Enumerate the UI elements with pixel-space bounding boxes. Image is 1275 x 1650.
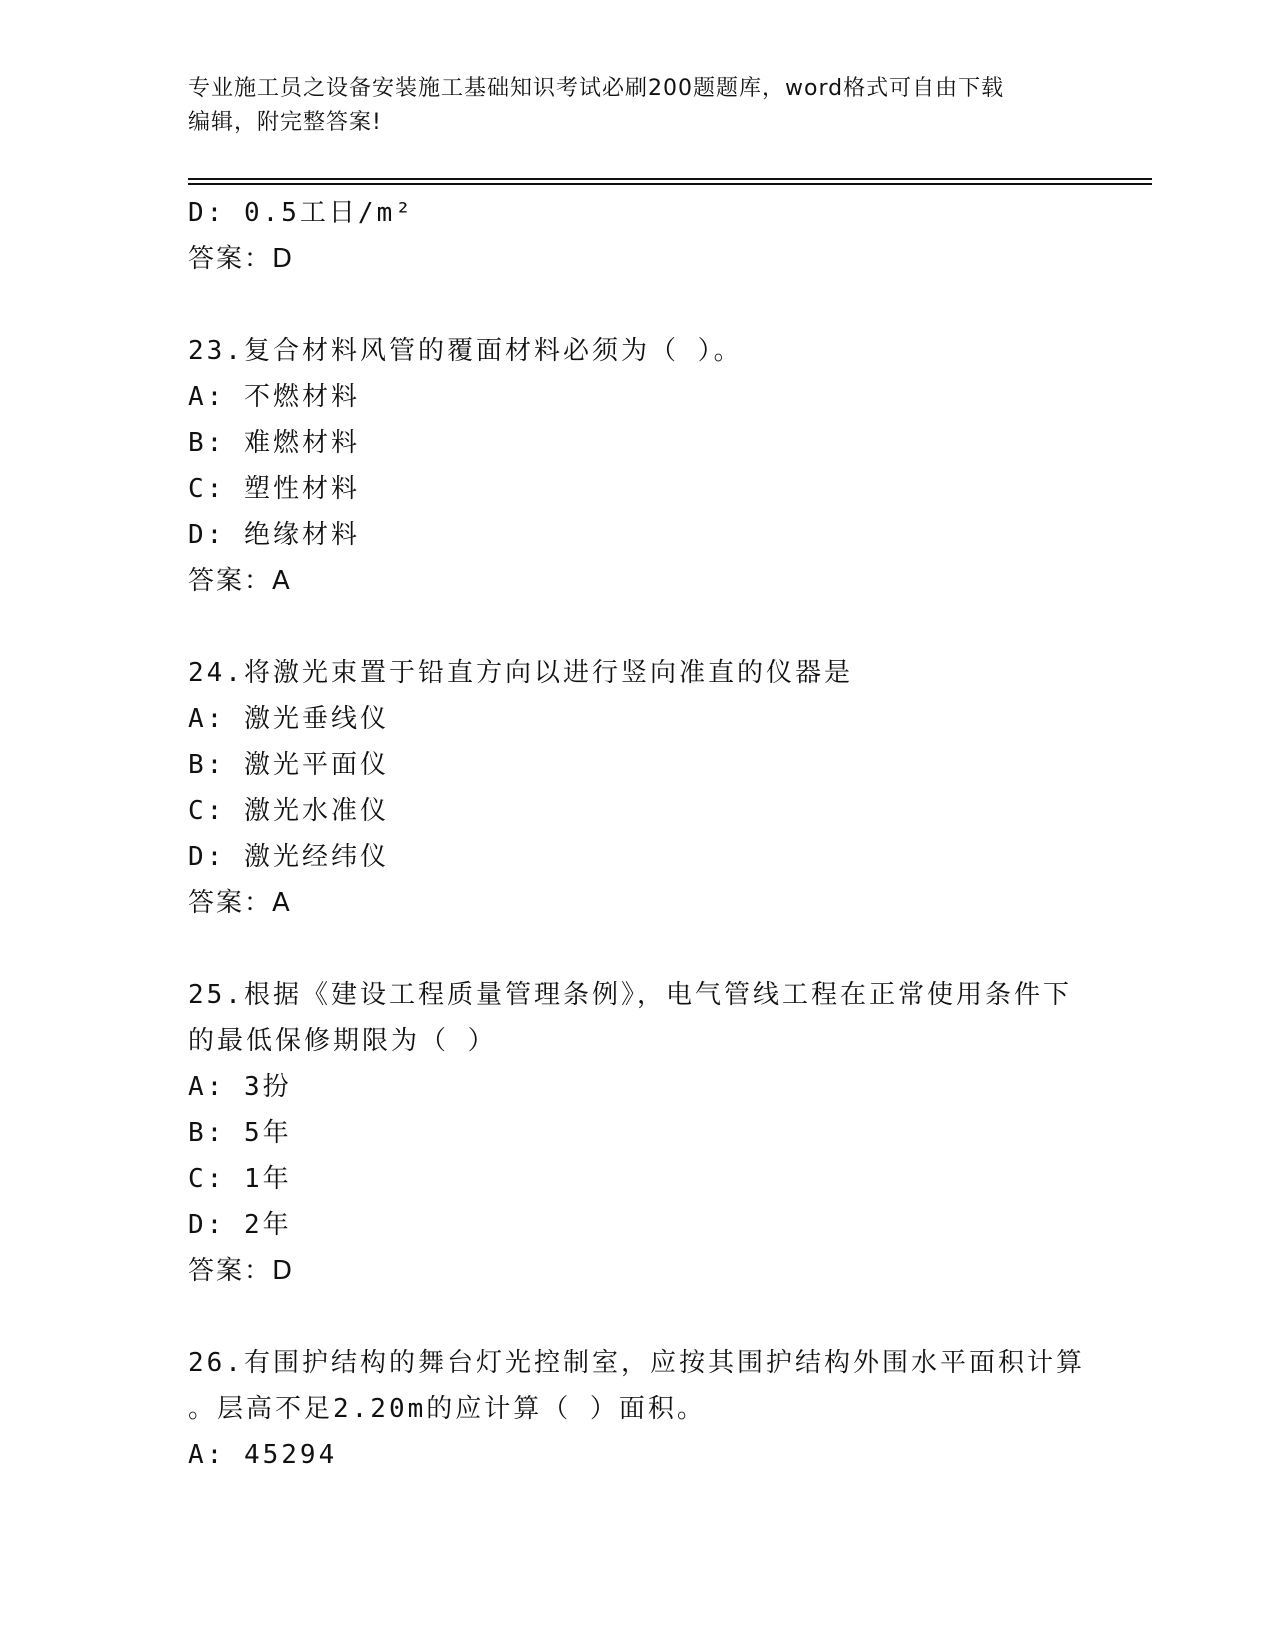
document-header [188, 72, 1068, 140]
option-a: A: 3扮 [188, 1072, 292, 1102]
question-25 [188, 972, 1088, 1294]
question-stem: 24.将激光束置于铅直方向以进行竖向准直的仪器是 [188, 658, 853, 688]
header-divider-top [188, 178, 1152, 180]
spacer [188, 1294, 1088, 1340]
option-b: B: 难燃材料 [188, 428, 360, 458]
option-c: C: 激光水准仪 [188, 796, 389, 826]
option-b: B: 5年 [188, 1118, 292, 1148]
option-a: A: 45294 [188, 1440, 338, 1470]
header-line-2: 编辑，附完整答案! [188, 110, 382, 135]
answer: 答案：A [188, 888, 292, 918]
option-a: A: 激光垂线仪 [188, 704, 389, 734]
option-d: D: 激光经纬仪 [188, 842, 389, 872]
option-d: D: 0.5工日/m² [188, 198, 414, 228]
question-23 [188, 328, 1088, 604]
option-d: D: 绝缘材料 [188, 520, 360, 550]
question-stem-line-2: 的最低保修期限为（ ） [188, 1026, 497, 1056]
question-26 [188, 1340, 1088, 1478]
answer: 答案：D [188, 244, 295, 274]
previous-question-tail [188, 190, 1088, 282]
spacer [188, 282, 1088, 328]
option-c: C: 塑性材料 [188, 474, 360, 504]
question-stem: 23.复合材料风管的覆面材料必须为（ ）。 [188, 336, 743, 366]
question-content [188, 190, 1088, 1478]
spacer [188, 926, 1088, 972]
question-stem-line-1: 25.根据《建设工程质量管理条例》，电气管线工程在正常使用条件下 [188, 980, 1072, 1010]
question-stem-line-2: 。层高不足2.20m的应计算（ ）面积。 [188, 1394, 706, 1424]
header-divider-bottom [188, 183, 1152, 185]
option-b: B: 激光平面仪 [188, 750, 389, 780]
answer: 答案：A [188, 566, 292, 596]
header-line-1: 专业施工员之设备安装施工基础知识考试必刷200题题库，word格式可自由下载 [188, 76, 1005, 101]
spacer [188, 604, 1088, 650]
question-stem-line-1: 26.有围护结构的舞台灯光控制室，应按其围护结构外围水平面积计算 [188, 1348, 1085, 1378]
question-24 [188, 650, 1088, 926]
option-c: C: 1年 [188, 1164, 292, 1194]
answer: 答案：D [188, 1256, 295, 1286]
option-d: D: 2年 [188, 1210, 292, 1240]
option-a: A: 不燃材料 [188, 382, 360, 412]
